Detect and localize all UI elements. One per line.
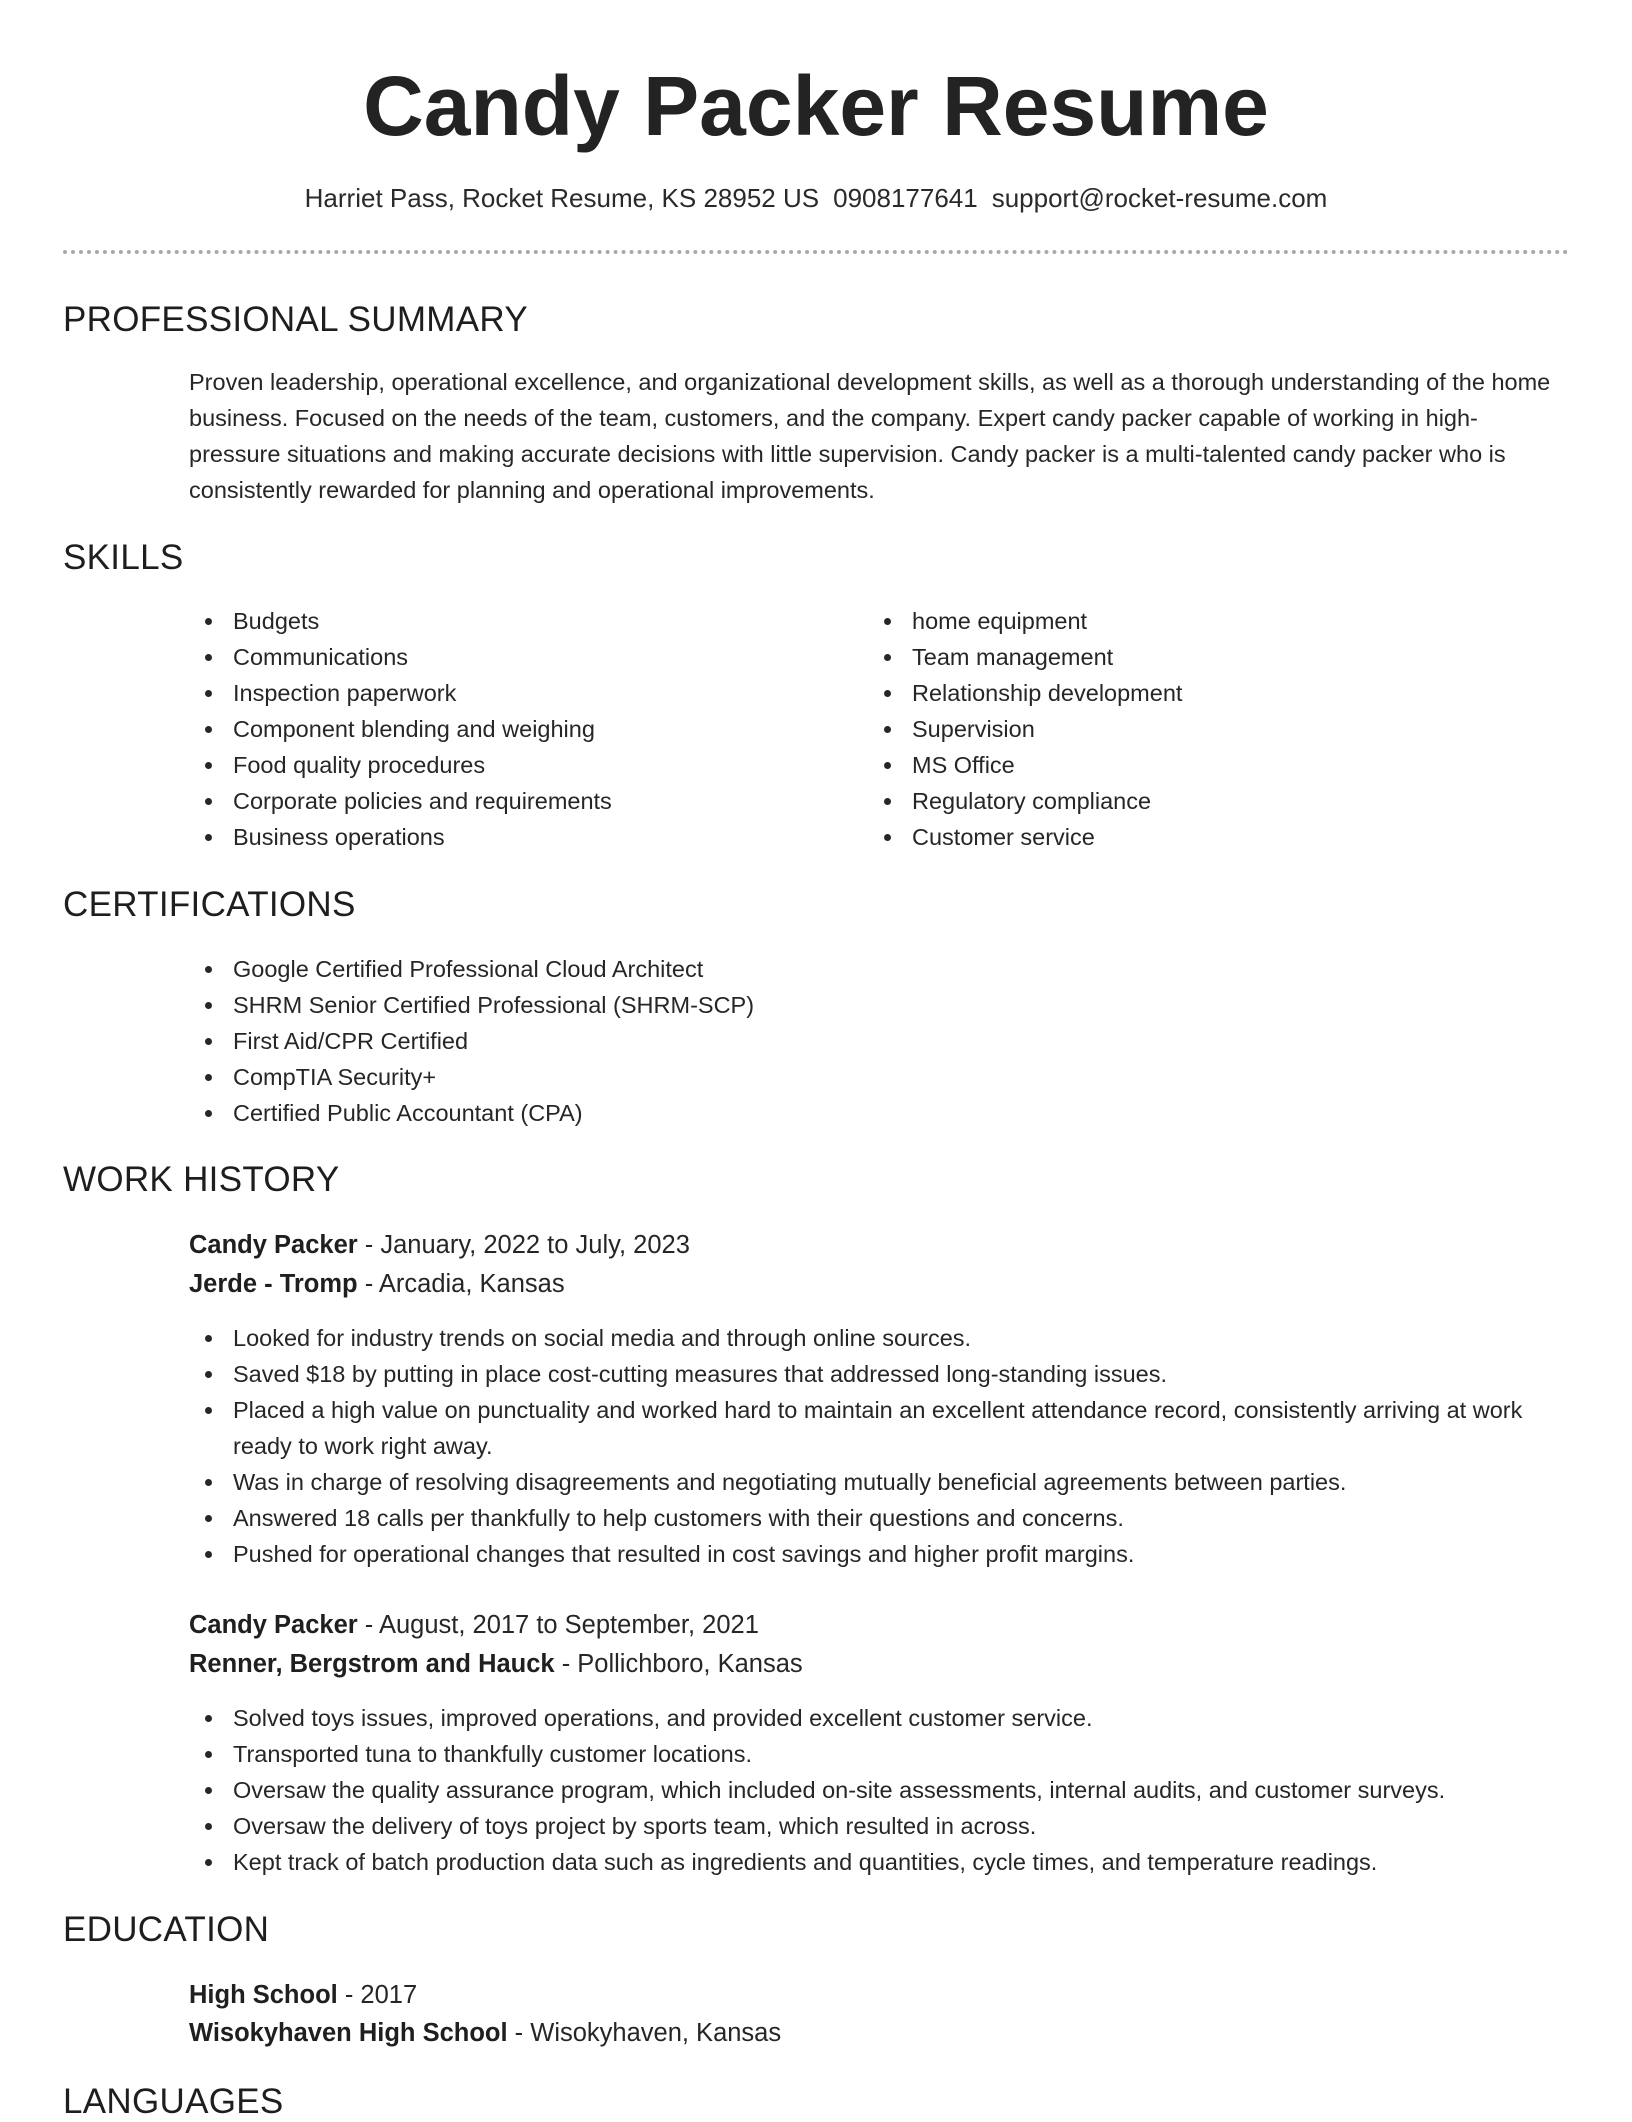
header-divider [63, 250, 1569, 254]
list-item: MS Office [868, 747, 1508, 783]
list-item: Certified Public Accountant (CPA) [189, 1095, 1569, 1131]
list-item: Transported tuna to thankfully customer locations. [189, 1736, 1569, 1772]
list-item: Food quality procedures [189, 747, 829, 783]
certifications-list [189, 951, 1569, 1131]
list-item: Pushed for operational changes that resulted in cost savings and higher profit margins. [189, 1536, 1569, 1572]
list-item: Solved toys issues, improved operations, and provided excellent customer service. [189, 1700, 1569, 1736]
education-school: Wisokyhaven High School [189, 2019, 508, 2047]
skills-list-left [189, 603, 829, 855]
education-location: Wisokyhaven, Kansas [530, 2019, 782, 2047]
list-item: Looked for industry trends on social media and through online sources. [189, 1320, 1569, 1356]
skills-heading: SKILLS [63, 538, 184, 577]
education-degree-line: High School - 2017 [189, 1981, 418, 2009]
list-item: Kept track of batch production data such as ingredients and quantities, cycle times, and temperature readings. [189, 1844, 1569, 1880]
list-item: Business operations [189, 819, 829, 855]
job-1-company-line: Jerde - Tromp - Arcadia, Kansas [189, 1270, 565, 1298]
contact-phone: 0908177641 [833, 183, 978, 213]
list-item: Oversaw the quality assurance program, which included on-site assessments, internal audits, and customer surveys. [189, 1772, 1569, 1808]
list-item: Corporate policies and requirements [189, 783, 829, 819]
list-item: SHRM Senior Certified Professional (SHRM-SCP) [189, 987, 1569, 1023]
skills-list-right [868, 603, 1508, 855]
summary-heading: PROFESSIONAL SUMMARY [63, 300, 528, 339]
job-location: Pollichboro, Kansas [577, 1650, 803, 1678]
list-item: Was in charge of resolving disagreements and negotiating mutually beneficial agreements between parties. [189, 1464, 1569, 1500]
summary-text: Proven leadership, operational excellence, and organizational development skills, as well as a thorough understanding of the home business. Focused on the needs of the team, customers, and the company. Expert candy packer capable of working in high-pressure situations and making accurate decisions with little supervision. Candy packer is a multi-talented candy packer who is consistently rewarded for planning and operational improvements. [189, 369, 1551, 503]
list-item: Regulatory compliance [868, 783, 1508, 819]
education-school-line: Wisokyhaven High School - Wisokyhaven, Kansas [189, 2019, 782, 2047]
list-item: Budgets [189, 603, 829, 639]
job-role: Candy Packer [189, 1611, 358, 1639]
list-item: home equipment [868, 603, 1508, 639]
job-1-bullets [189, 1320, 1569, 1572]
list-item: Component blending and weighing [189, 711, 829, 747]
job-company: Jerde - Tromp [189, 1270, 358, 1298]
list-item: Saved $18 by putting in place cost-cutting measures that addressed long-standing issues. [189, 1356, 1569, 1392]
job-2-company-line: Renner, Bergstrom and Hauck - Pollichboro, Kansas [189, 1650, 803, 1678]
job-company: Renner, Bergstrom and Hauck [189, 1650, 555, 1678]
education-degree: High School [189, 1981, 338, 2009]
list-item: Supervision [868, 711, 1508, 747]
list-item: Team management [868, 639, 1508, 675]
contact-email: support@rocket-resume.com [991, 183, 1328, 213]
list-item: Customer service [868, 819, 1508, 855]
list-item: CompTIA Security+ [189, 1059, 1569, 1095]
job-role: Candy Packer [189, 1231, 358, 1259]
resume-title: Candy Packer Resume [363, 59, 1269, 153]
education-heading: EDUCATION [63, 1910, 270, 1949]
list-item: Relationship development [868, 675, 1508, 711]
list-item: Placed a high value on punctuality and worked hard to maintain an excellent attendance record, consistently arriving at work ready to work right away. [189, 1392, 1569, 1464]
job-dates: January, 2022 to July, 2023 [380, 1231, 690, 1259]
work-history-heading: WORK HISTORY [63, 1160, 340, 1199]
languages-heading: LANGUAGES [63, 2082, 284, 2121]
list-item: Inspection paperwork [189, 675, 829, 711]
job-2-title-line: Candy Packer - August, 2017 to September, 2021 [189, 1611, 759, 1639]
contact-address: Harriet Pass, Rocket Resume, KS 28952 US [304, 183, 820, 213]
job-location: Arcadia, Kansas [378, 1270, 565, 1298]
list-item: Oversaw the delivery of toys project by sports team, which resulted in across. [189, 1808, 1569, 1844]
job-dates: August, 2017 to September, 2021 [378, 1611, 759, 1639]
list-item: Answered 18 calls per thankfully to help customers with their questions and concerns. [189, 1500, 1569, 1536]
contact-line [0, 182, 1632, 214]
certifications-heading: CERTIFICATIONS [63, 885, 356, 924]
education-year: 2017 [360, 1981, 418, 2009]
list-item: First Aid/CPR Certified [189, 1023, 1569, 1059]
list-item: Communications [189, 639, 829, 675]
job-1-title-line: Candy Packer - January, 2022 to July, 2023 [189, 1231, 690, 1259]
list-item: Google Certified Professional Cloud Architect [189, 951, 1569, 987]
job-2-bullets [189, 1700, 1569, 1880]
